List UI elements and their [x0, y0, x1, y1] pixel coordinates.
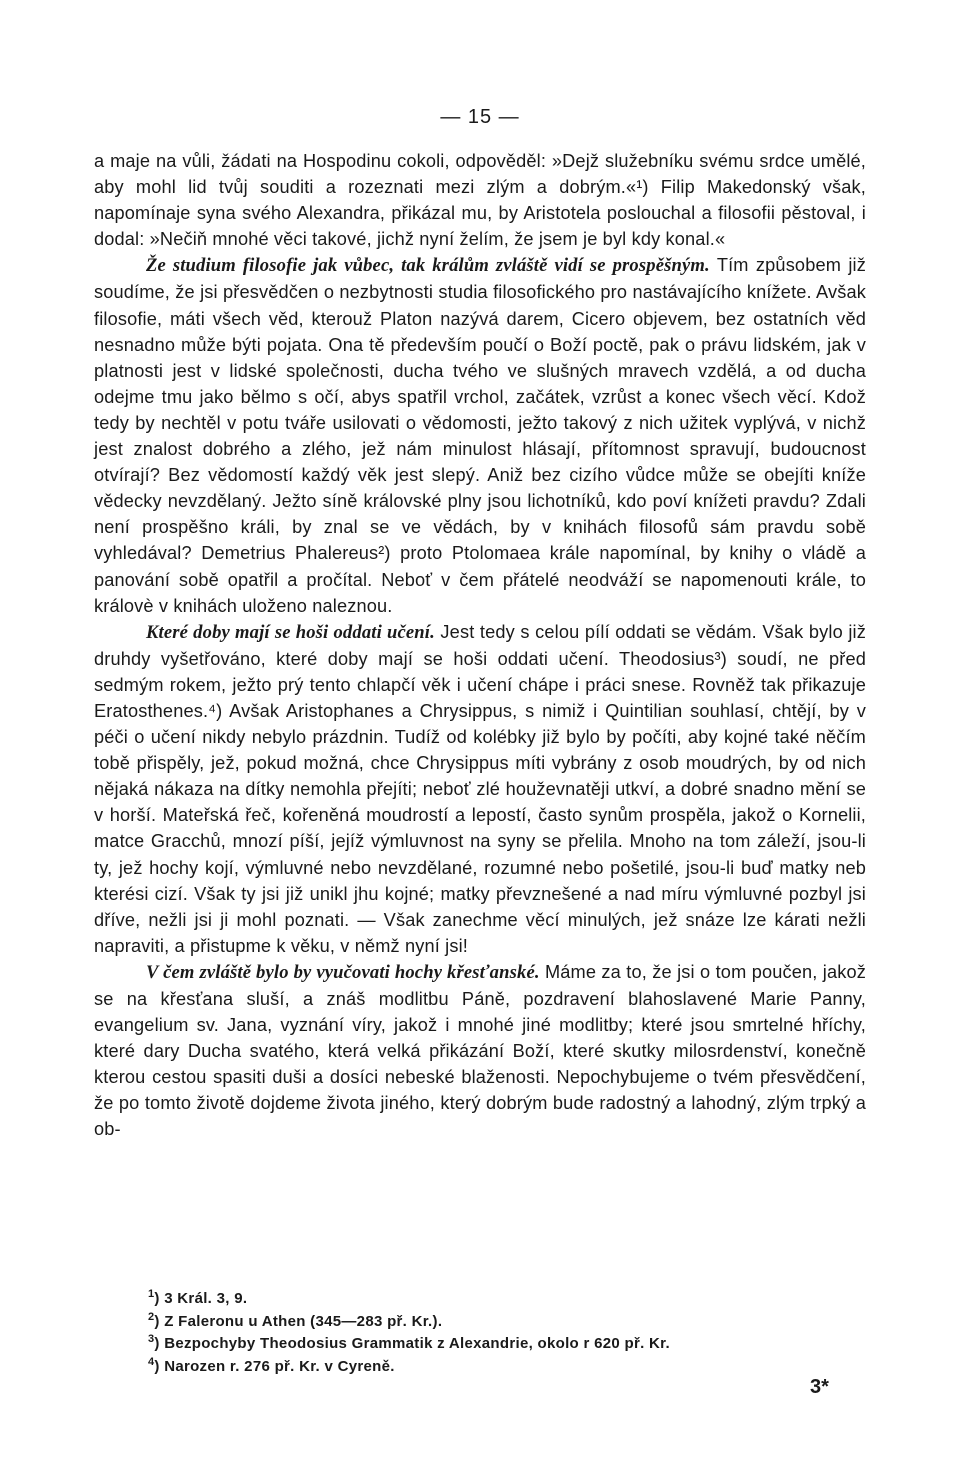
footnote-text: Z Faleronu u Athen (345—283 př. Kr.).	[164, 1312, 443, 1330]
footnote: $^3$) Bezpochyby Theodosius Grammatik z Alexandrie, okolo r 620 př. Kr.	[148, 1333, 670, 1352]
paragraph	[94, 959, 866, 1143]
footnote-text: Narozen r. 276 př. Kr. v Cyreně.	[164, 1357, 395, 1375]
paragraph-text: Máme za to, že jsi o tom poučen, jakož se na křesťana sluší, a znáš modlitbu Páně, pozdravení blahoslavené Marie Panny, evangelium sv. Jana, vyznání víry, jakož i mnohé jiné modlitby; které jsou smrtelné hříchy, které dary Ducha svatého, která velká přikázání Boží, které skutky milosrdenství, konečně kterou cestou spasiti duši a dosíci nebeské blaženosti. Nepochybujeme o tvém přesvědčení, že po tomto životě dojdeme života jiného, který dobrým bude radostný a lahodný, zlým trpký a ob-	[94, 961, 866, 1140]
signature-mark: 3*	[810, 1376, 829, 1398]
footnote-mark: 1	[148, 1288, 155, 1300]
footnote: $^1$) 3 Král. 3, 9.	[148, 1288, 248, 1307]
footnote-mark: 3	[148, 1333, 155, 1345]
paragraph-text: Tím způsobem již soudíme, že jsi přesvědčen o nezbytnosti studia filosofického pro nastávajícího knížete. Avšak filosofie, máti všech věd, kterouž Platon nazývá darem, Cicero objevem, bez ostatních věd nesnadno může býti pojata. Ona tě především poučí o Boží poctě, pak o právu lidském, jak v platnosti jest v lidské společnosti, ducha tvého ve slušných mravech vzdělá, a od ducha odejme tmu jako bělmo s očí, abys spatřil vrchol, začátek, vzrůst a konec všech věcí. Kdož tedy by nechtěl v potu tváře usilovati o vědomosti, ježto takový z nich užitek vyplývá, v nichž jest znalost dobrého a zlého, jež nám minulost hlásají, přítomnost spravují, budoucnost otvírají? Bez vědomostí každý věk jest slepý. Aniž bez cizího vůdce může se obejíti kníže vědecky nevzdělaný. Ježto síně královské plny jsou lichotníků, kdo poví knížeti pravdu? Zdali není prospěšno králi, by znal se ve vědách, by v knihách filosofů sám pravdu sobě vyhledával? Demetrius Phalereus²) proto Ptolomaea krále napomínal, by knihy o vládě a panování sobě opatřil a pročítal. Neboť v čem přátelé neodváží se napomenouti krále, to královè v knihách uloženo naleznou.	[94, 255, 866, 616]
paragraph-heading: Které doby mají se hoši oddati učení.	[146, 621, 435, 643]
footnote-mark: 4	[148, 1355, 155, 1368]
paragraph-text: a maje na vůli, žádati na Hospodinu cokoli, odpověděl: »Dejž služebníku svému srdce umělé, aby mohl lid tvůj souditi a rozeznati mezi zlým a dobrým.«¹) Filip Makedonský však, napomínaje syna svého Alexandra, přikázal mu, by Aristotela poslouchal a filosofii pěstoval, i dodal: »Nečiň mnohé věci takové, jichž nyní želím, že jsem je byl kdy konal.«	[94, 151, 866, 250]
footnote-mark: 2	[148, 1310, 155, 1323]
paragraph	[94, 619, 866, 959]
paragraph	[94, 252, 866, 618]
footnote: $^2$) Z Faleronu u Athen (345—283 př. Kr.).	[148, 1310, 443, 1330]
page-number: — 15 —	[440, 106, 520, 128]
paragraph-text: Jest tedy s celou pílí oddati se vědám. Však bylo již druhdy vyšetřováno, které doby mají se hoši oddati učení. Theodosius³) soudí, ne před sedmým rokem, ježto prý tento chlapčí věk i učení chápe i práci snese. Rovněž tak přikazuje Eratosthenes.⁴) Avšak Aristophanes a Chrysippus, s nimiž i Quintilian souhlasí, chtějí, by v péči o učení nikdy nebylo prázdnin. Tudíž od kolébky již bylo by počíti, aby kojné také něčím tobě přispěly, jež, pokud možná, chce Chrysippus míti vybrány z osob moudrých, by od nich nějaká nákaza na dítky nemohla přejíti; neboť zlé houževnatěji utkví, a dobré snadno mění se v horší. Mateřská řeč, kořeněná moudrostí a lepostí, často synům prospěla, jakož o Kornelii, matce Gracchů, mnozí píší, jejíž výmluvnost na syny se přelila. Mnoho na tom záleží, jsou-li ty, jež hochy kojí, výmluvné nebo nevzdělané, rozumné nebo pošetilé, jsou-li buď matky neb kterési cizí. Však ty jsi již unikl jhu kojné; matky převznešené a nad míru výmluvné pozbyl jsi dříve, nežli jsi ji mohl poznati. — Však zanechme věcí minulých, jež snáze lze kárati nežli napraviti, a přistupme k věku, v němž nyní jsi!	[94, 621, 866, 956]
paragraph-heading: V čem zvláště bylo by vyučovati hochy křesťanské.	[146, 961, 540, 983]
footnote: $^4$) Narozen r. 276 př. Kr. v Cyreně.	[148, 1355, 395, 1375]
footnotes	[148, 1288, 848, 1378]
footnote-text: 3 Král. 3, 9.	[164, 1290, 248, 1307]
body-text	[94, 148, 866, 1143]
paragraph	[94, 148, 866, 252]
footnote-text: Bezpochyby Theodosius Grammatik z Alexandrie, okolo r 620 př. Kr.	[164, 1335, 670, 1352]
paragraph-heading: Že studium filosofie jak vůbec, tak králům zvláště vidí se prospěšným.	[146, 255, 710, 277]
